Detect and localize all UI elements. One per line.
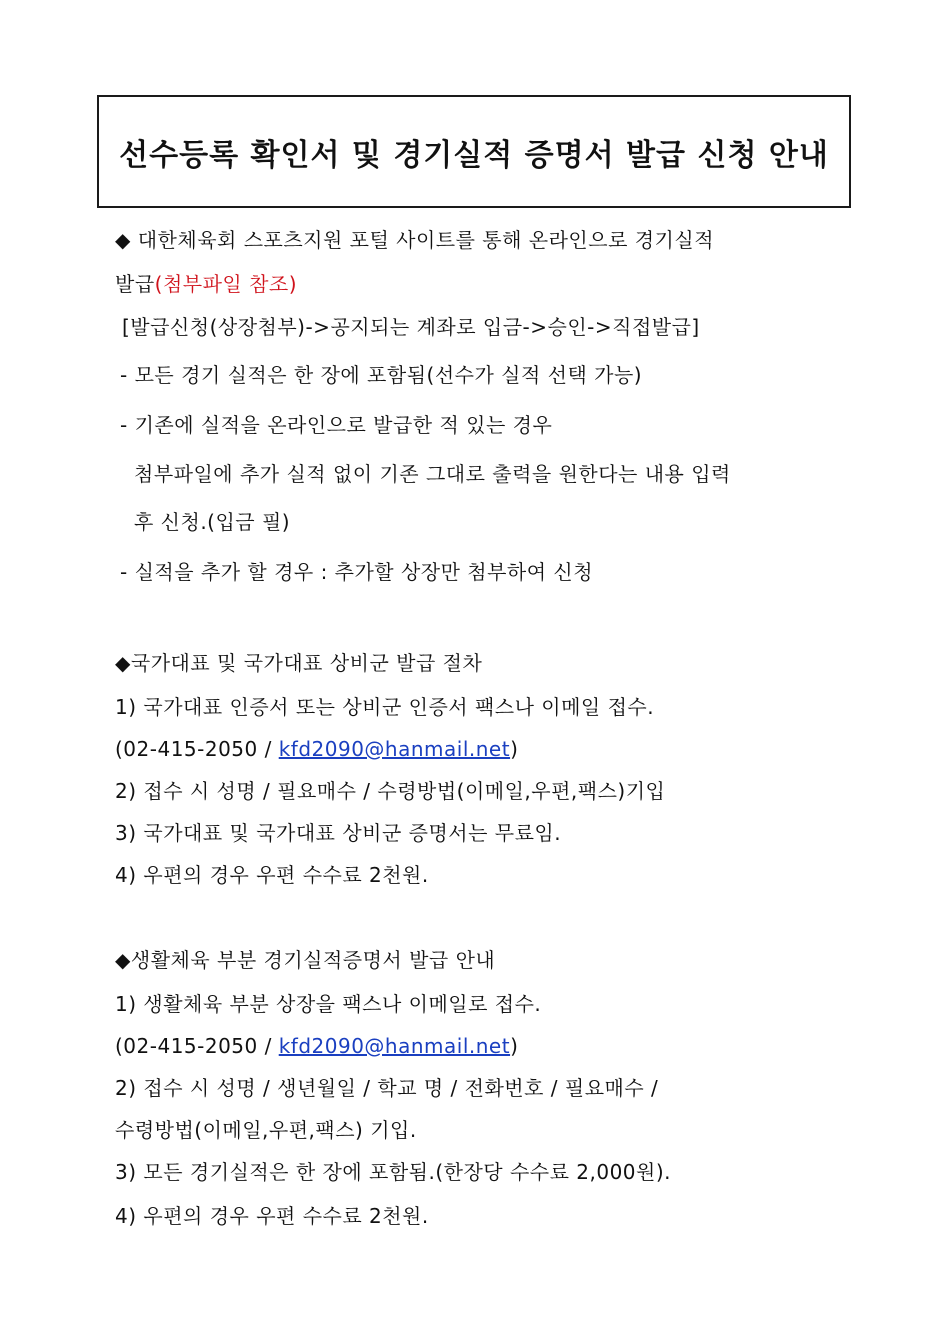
email-link[interactable]: kfd2090@hanmail.net bbox=[278, 1034, 511, 1058]
section3-item2-cont: 수령방법(이메일,우편,팩스) 기입. bbox=[115, 1118, 417, 1142]
section2-item4: 4) 우편의 경우 우편 수수료 2천원. bbox=[115, 863, 429, 887]
section1-heading: ◆ 대한체육회 스포츠지원 포털 사이트를 통해 온라인으로 경기실적 bbox=[115, 228, 715, 252]
section3-item1: 1) 생활체육 부분 상장을 팩스나 이메일로 접수. bbox=[115, 992, 542, 1016]
section3-item4: 4) 우편의 경우 우편 수수료 2천원. bbox=[115, 1204, 429, 1228]
section1-item1: - 모든 경기 실적은 한 장에 포함됨(선수가 실적 선택 가능) bbox=[120, 363, 643, 387]
contact-phone: (02-415-2050 / bbox=[115, 737, 279, 761]
section2-item1: 1) 국가대표 인증서 또는 상비군 인증서 팩스나 이메일 접수. bbox=[115, 695, 655, 719]
section1-item2-cont2: 후 신청.(입금 필) bbox=[134, 510, 291, 534]
section3-heading: ◆생활체육 부분 경기실적증명서 발급 안내 bbox=[115, 948, 496, 972]
section2-heading: ◆국가대표 및 국가대표 상비군 발급 절차 bbox=[115, 651, 483, 675]
attachment-note: (첨부파일 참조) bbox=[154, 272, 298, 296]
contact-suffix: ) bbox=[510, 1034, 519, 1058]
section1-item2-cont1: 첨부파일에 추가 실적 없이 기존 그대로 출력을 원한다는 내용 입력 bbox=[134, 462, 731, 486]
section3-item2: 2) 접수 시 성명 / 생년월일 / 학교 명 / 전화번호 / 필요매수 / bbox=[115, 1076, 659, 1100]
process-steps: [발급신청(상장첨부)->공지되는 계좌로 입금->승인->직접발급] bbox=[122, 315, 700, 339]
section3-contact bbox=[115, 1033, 518, 1059]
section2-item3: 3) 국가대표 및 국가대표 상비군 증명서는 무료임. bbox=[115, 821, 562, 845]
page-title: 선수등록 확인서 및 경기실적 증명서 발급 신청 안내 bbox=[119, 137, 829, 173]
section2-contact bbox=[115, 736, 518, 762]
title-box bbox=[97, 95, 851, 208]
section1-item2: - 기존에 실적을 온라인으로 발급한 적 있는 경우 bbox=[120, 413, 553, 437]
section3-item3: 3) 모든 경기실적은 한 장에 포함됨.(한장당 수수료 2,000원). bbox=[115, 1160, 672, 1184]
contact-suffix: ) bbox=[510, 737, 519, 761]
section1-line2-prefix: 발급 bbox=[115, 272, 155, 296]
section1-line2 bbox=[115, 271, 297, 297]
section2-item2: 2) 접수 시 성명 / 필요매수 / 수령방법(이메일,우편,팩스)기입 bbox=[115, 779, 666, 803]
email-link[interactable]: kfd2090@hanmail.net bbox=[278, 737, 511, 761]
contact-phone: (02-415-2050 / bbox=[115, 1034, 279, 1058]
section1-item3: - 실적을 추가 할 경우 : 추가할 상장만 첨부하여 신청 bbox=[120, 560, 594, 584]
